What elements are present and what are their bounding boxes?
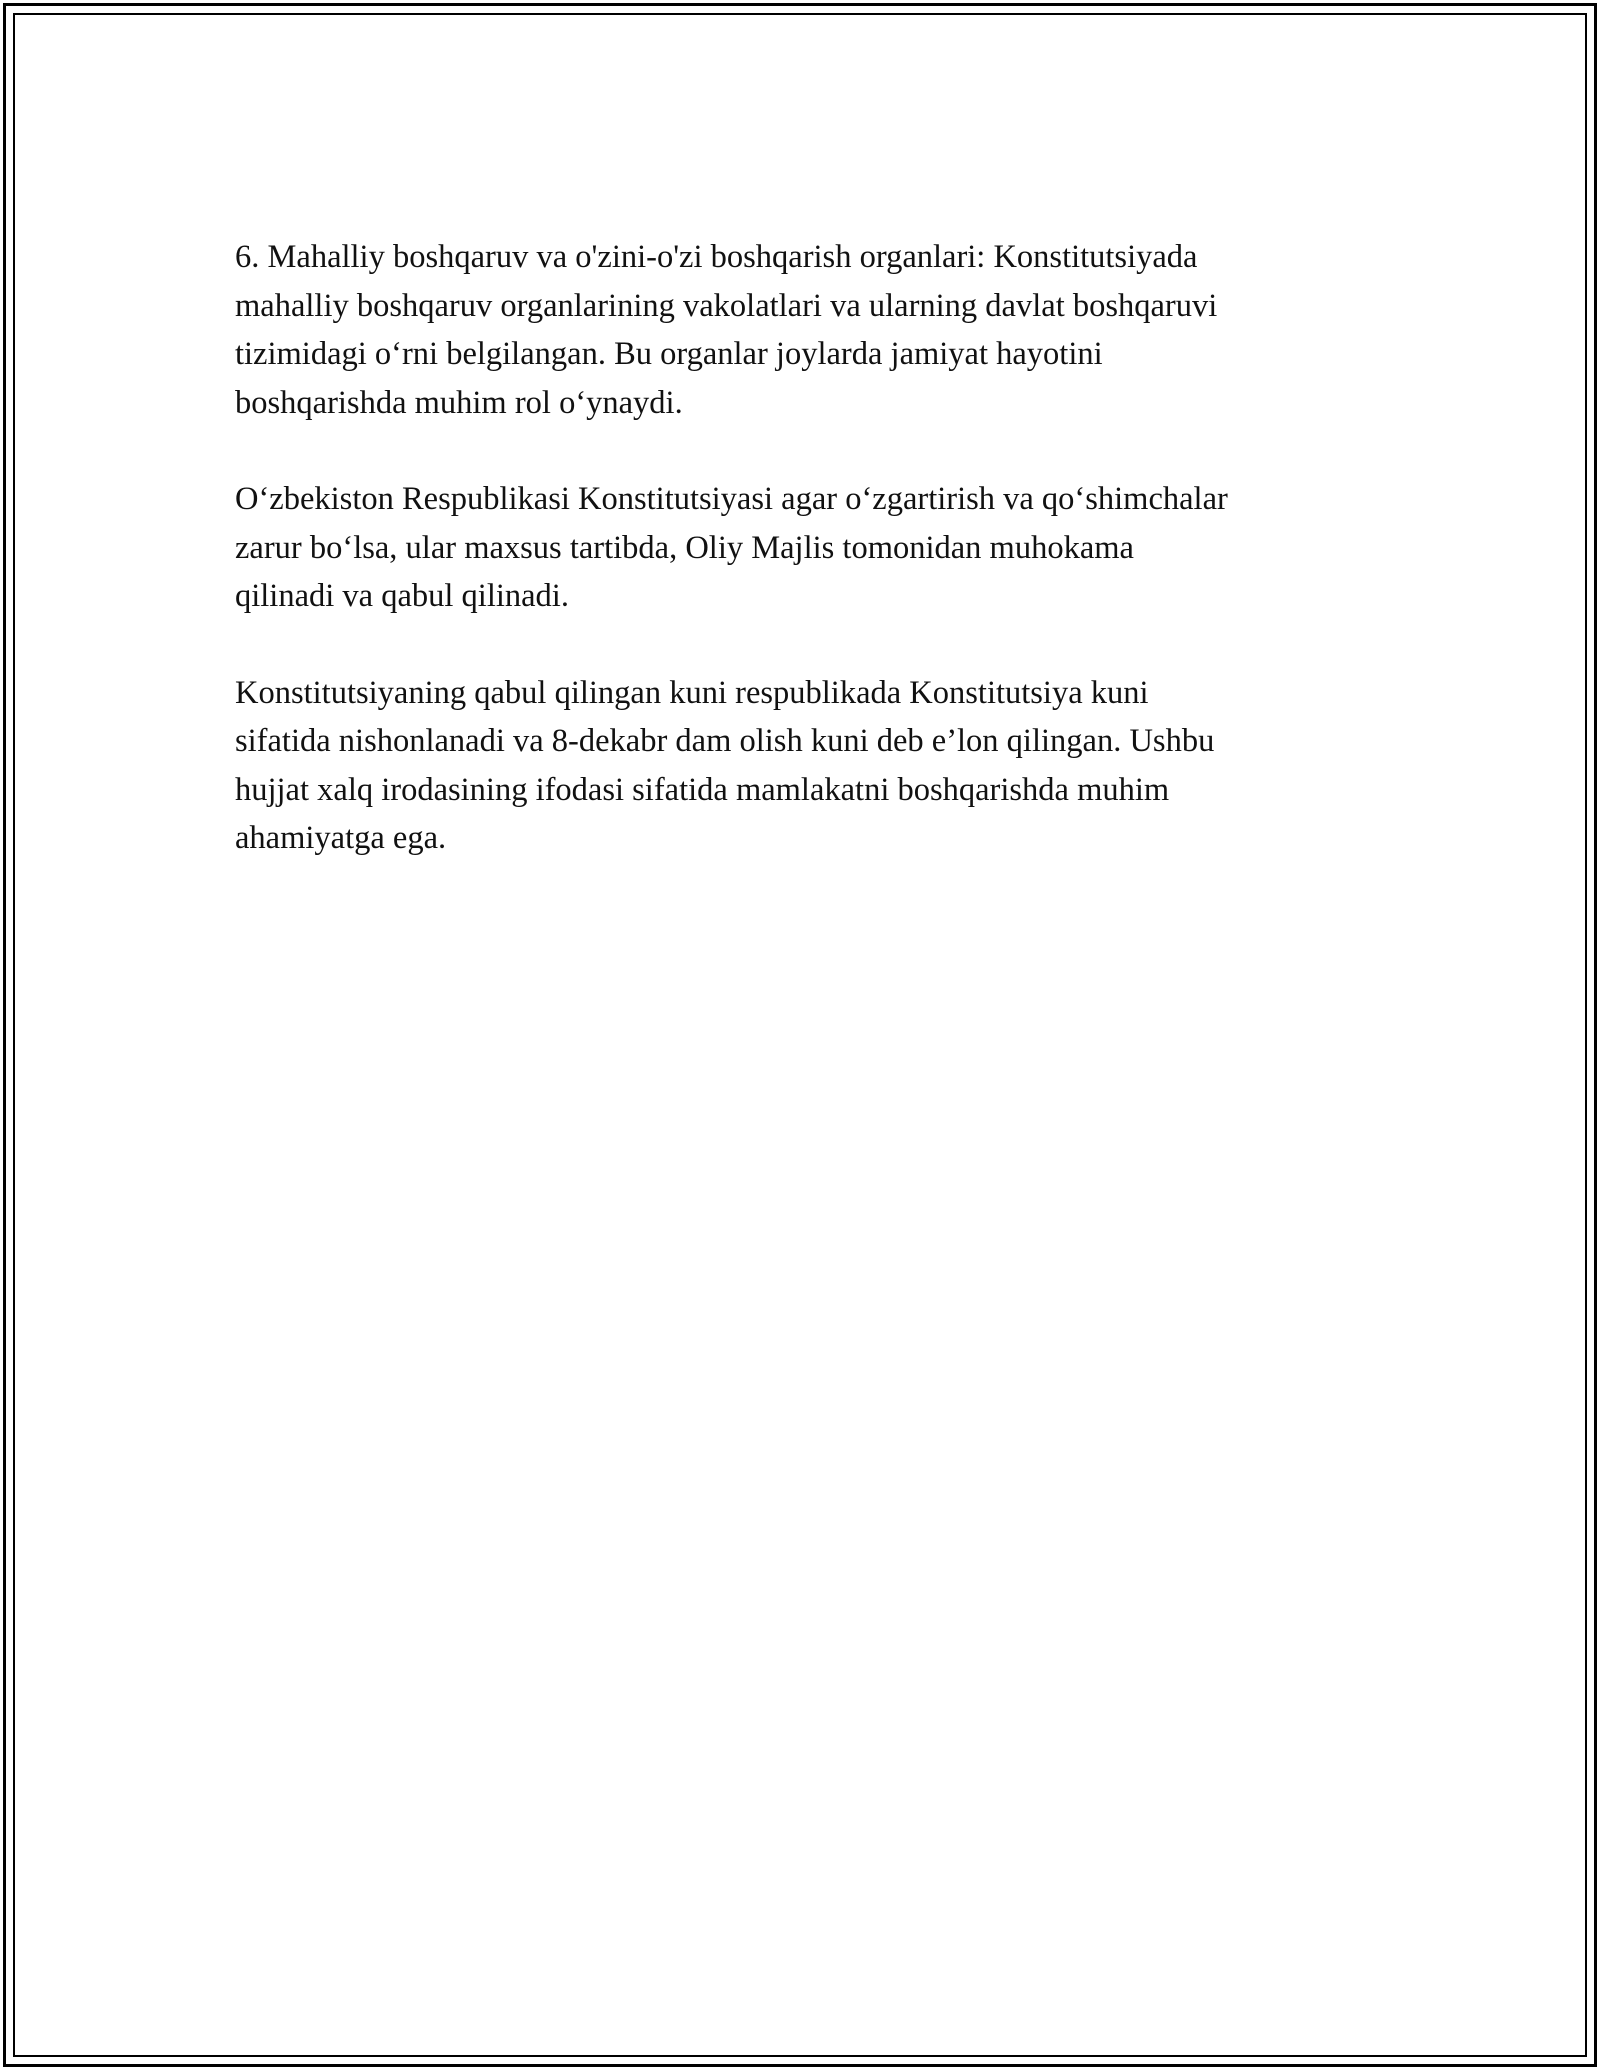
text-line: hujjat xalq irodasining ifodasi sifatida mamlakatni boshqarishda muhim <box>235 771 1170 808</box>
paragraph-local-government <box>235 233 1365 427</box>
text-line: 6. Mahalliy boshqaruv va o'zini-o'zi boshqarish organlari: Konstitutsiyada <box>235 239 1198 275</box>
text-line: boshqarishda muhim rol oʻynaydi. <box>235 384 683 421</box>
text-line: Konstitutsiyaning qabul qilingan kuni respublikada Konstitutsiya kuni <box>235 674 1149 711</box>
paragraph-amendments <box>235 475 1365 621</box>
text-line: sifatida nishonlanadi va 8-dekabr dam olish kuni deb e’lon qilingan. Ushbu <box>235 723 1215 759</box>
document-body <box>235 233 1365 911</box>
text-line: mahalliy boshqaruv organlarining vakolatlari va ularning davlat boshqaruvi <box>235 287 1218 324</box>
text-line: Oʻzbekiston Respublikasi Konstitutsiyasi agar oʻzgartirish va qoʻshimchalar <box>235 481 1228 517</box>
paragraph-constitution-day <box>235 669 1365 863</box>
text-line: qilinadi va qabul qilinadi. <box>235 578 569 614</box>
text-line: ahamiyatga ega. <box>235 820 447 856</box>
text-line: tizimidagi oʻrni belgilangan. Bu organlar joylarda jamiyat hayotini <box>235 336 1103 372</box>
text-line: zarur boʻlsa, ular maxsus tartibda, Oliy Majlis tomonidan muhokama <box>235 529 1134 566</box>
